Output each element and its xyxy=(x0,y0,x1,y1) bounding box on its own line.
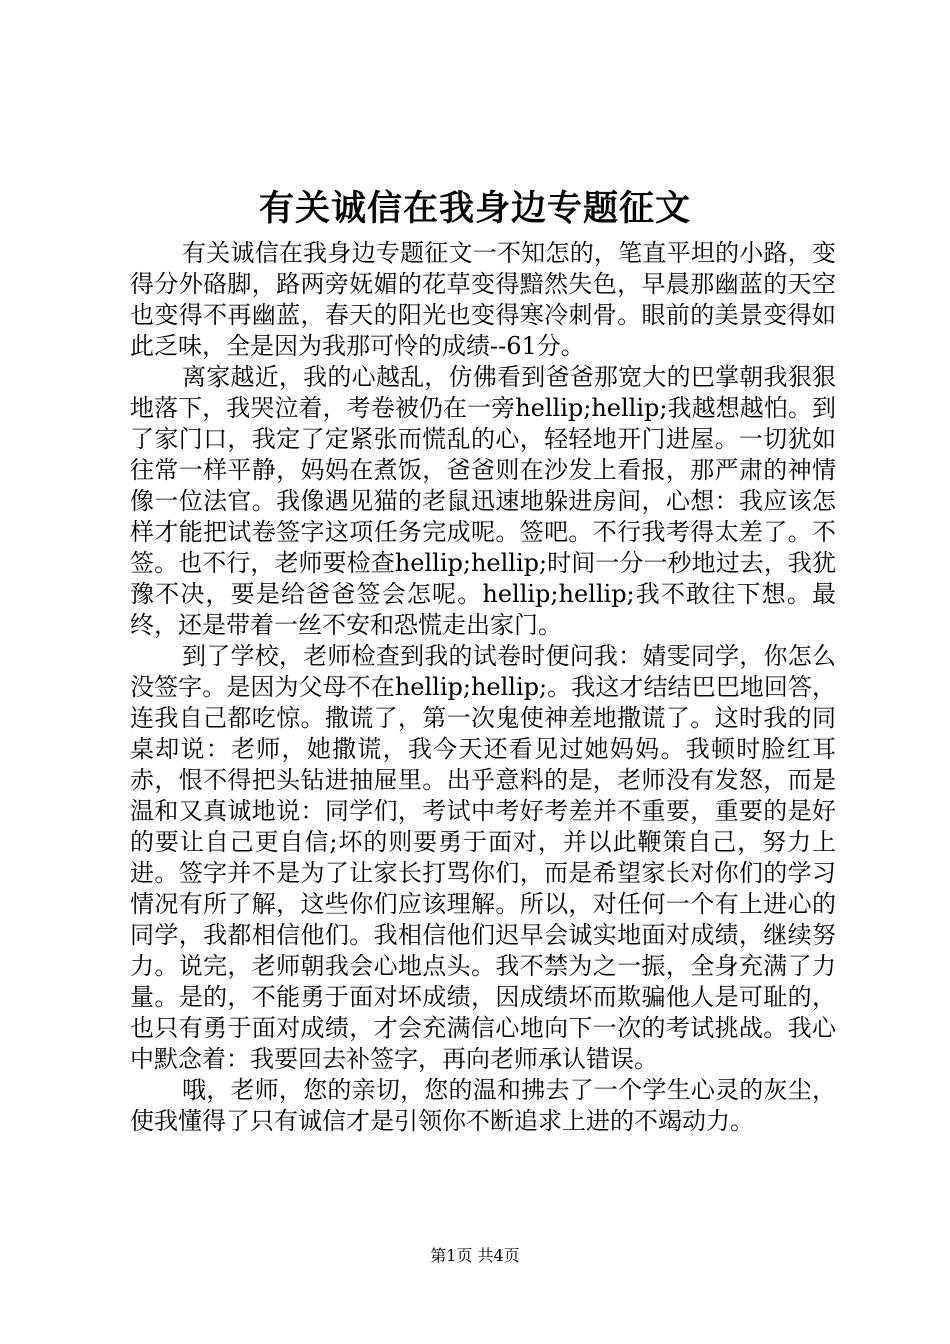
paragraph: 哦，老师，您的亲切，您的温和拂去了一个学生心灵的灰尘，使我懂得了只有诚信才是引领你不断追求上进的不竭动力。 xyxy=(130,1076,836,1135)
document-title: 有关诚信在我身边专题征文 xyxy=(258,188,691,229)
page-number-footer: 第1页 共4页 xyxy=(430,1246,520,1265)
paragraph: 到了学校，老师检查到我的试卷时便问我：婧雯同学，你怎么没签字。是因为父母不在hellip;hellip;。我这才结结巴巴地回答，连我自己都吃惊。撒谎了，第一次鬼使神差地撒谎了。这时我的同桌却说：老师，她撒谎，我今天还看见过她妈妈。我顿时脸红耳赤，恨不得把头钻进抽屉里。出乎意料的是，老师没有发怒，而是温和又真诚地说：同学们，考试中考好考差并不重要，重要的是好的要让自己更自信;坏的则要勇于面对，并以此鞭策自己，努力上进。签字并不是为了让家长打骂你们，而是希望家长对你们的学习情况有所了解，这些你们应该理解。所以，对任何一个有上进心的同学，我都相信他们。我相信他们迟早会诚实地面对成绩，继续努力。说完，老师朝我会心地点头。我不禁为之一振，全身充满了力量。是的，不能勇于面对坏成绩，因成绩坏而欺骗他人是可耻的，也只有勇于面对成绩，才会充满信心地向下一次的考试挑战。我心中默念着：我要回去补签字，再向老师承认错误。 xyxy=(130,642,836,1073)
paragraph: 有关诚信在我身边专题征文一不知怎的，笔直平坦的小路，变得分外硌脚，路两旁妩媚的花草变得黯然失色，早晨那幽蓝的天空也变得不再幽蓝，春天的阳光也变得寒冷刺骨。眼前的美景变得如此乏味，全是因为我那可怜的成绩--61分。 xyxy=(130,239,836,360)
paragraph: 离家越近，我的心越乱，仿佛看到爸爸那宽大的巴掌朝我狠狠地落下，我哭泣着，考卷被仍在一旁hellip;hellip;我越想越怕。到了家门口，我定了定紧张而慌乱的心，轻轻地开门进屋。一切犹如往常一样平静，妈妈在煮饭，爸爸则在沙发上看报，那严肃的神情像一位法官。我像遇见猫的老鼠迅速地躲进房间，心想：我应该怎样才能把试卷签字这项任务完成呢。签吧。不行我考得太差了。不签。也不行，老师要检查hellip;hellip;时间一分一秒地过去，我犹豫不决，要是给爸爸签会怎呢。hellip;hellip;我不敢往下想。最终，还是带着一丝不安和恐慌走出家门。 xyxy=(130,363,836,639)
document-body xyxy=(130,238,836,1137)
